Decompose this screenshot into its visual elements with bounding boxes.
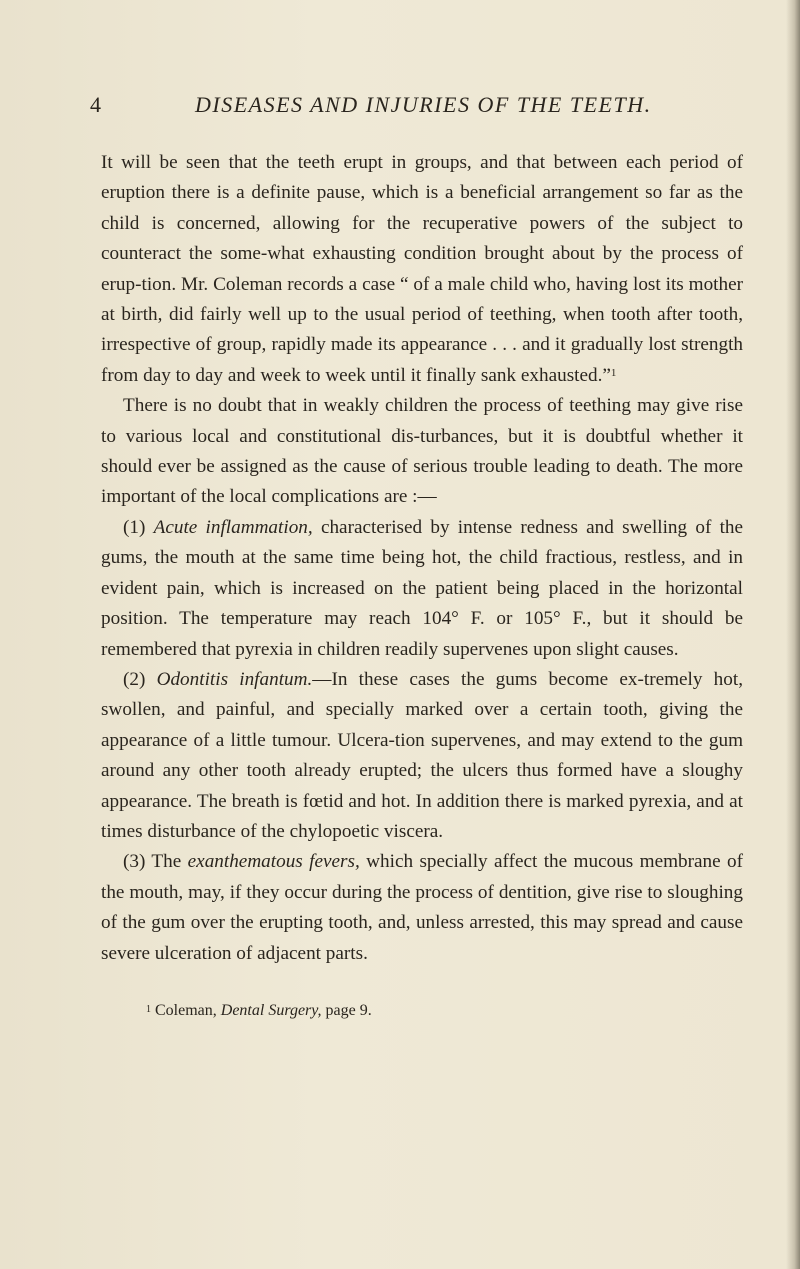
footnote-page: page 9. (325, 1002, 372, 1019)
paragraph-2 (101, 391, 743, 513)
paragraph-1-text: It will be seen that the teeth erupt in groups, and that between each period of eruption there is a definite pause, which is a beneficial arrangement so far as the child is concerned, allowing for the recuperative powers of the subject to counteract the some-what exhausting condition brought about by the process of erup-tion. Mr. Coleman records a case “ of a male child who, having lost its mother at birth, did fairly well up to the usual period of teething, when tooth after tooth, irrespective of group, rapidly made its appearance . . . and it gradually lost strength from day to day and week to week until it finally sank exhausted.” (101, 152, 743, 386)
list-number-1: (1) (123, 516, 146, 538)
list-number-2: (2) (123, 668, 146, 690)
paragraph-4-text: —In these cases the gums become ex-tremely hot, swollen, and painful, and specially marked over a certain tooth, giving the appearance of a little tumour. Ulcera-tion supervenes, and may extend to the gum around any other tooth already erupted; the ulcers thus formed have a sloughy appearance. The breath is fœtid and hot. In addition there is marked pyrexia, and at times disturbance of the chylopoetic viscera. (101, 668, 744, 842)
paragraph-3 (101, 513, 743, 665)
paragraph-5-lead: The (151, 851, 182, 873)
term-exanthematous-fevers: exanthematous fevers, (187, 851, 360, 873)
paragraph-1 (101, 148, 743, 391)
page-edge-shadow (786, 0, 800, 1269)
list-number-3: (3) (123, 851, 146, 873)
footnote-reference: 1 (610, 366, 617, 379)
footnote (146, 1000, 706, 1022)
term-acute-inflammation: Acute inflammation, (153, 516, 313, 538)
running-header (90, 92, 710, 122)
footnote-mark: 1 (146, 1004, 151, 1015)
page-number: 4 (90, 92, 101, 117)
paragraph-5 (101, 847, 743, 969)
paragraph-4 (101, 665, 743, 847)
paragraph-5-text: which specially affect the mucous membrane of the mouth, may, if they occur during the process of dentition, give rise to sloughing of the gum over the erupting tooth, and, unless arrested, this may spread and cause severe ulceration of adjacent parts. (101, 851, 743, 964)
footnote-author: Coleman, (155, 1002, 217, 1019)
paragraph-3-text: characterised by intense redness and swelling of the gums, the mouth at the same time being hot, the child fractious, restless, and in evident pain, which is increased on the patient being placed in the horizontal position. The temperature may reach 104° F. or 105° F., but it should be remembered that pyrexia in children readily supervenes upon slight causes. (101, 516, 744, 660)
term-odontitis-infantum: Odontitis infantum. (156, 668, 313, 690)
footnote-title: Dental Surgery, (220, 1002, 322, 1019)
running-title: DISEASES AND INJURIES OF THE TEETH. (195, 92, 652, 117)
paragraph-2-text: There is no doubt that in weakly children the process of teething may give rise to various local and constitutional dis-turbances, but it is doubtful whether it should ever be assigned as the cause of serious trouble leading to death. The more important of the local complications are :— (101, 395, 743, 508)
body-text (101, 148, 743, 969)
